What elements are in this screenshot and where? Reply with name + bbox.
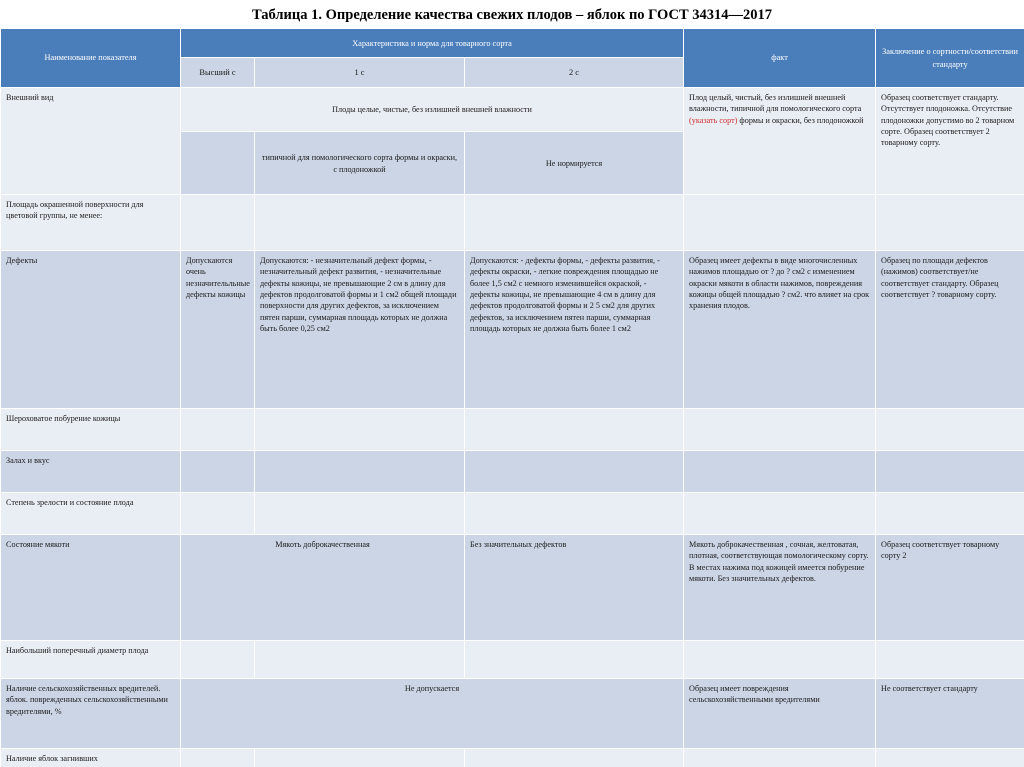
cell-grade-2: Допускаются: - дефекты формы, - дефекты развития, - дефекты окраски, - легкие повреждения площадью не более 1,5 см2 с немного изменившейся окраской, - дефекты кожицы, не превышающие 4 см в длину для дефектов продолговатой формы и 2 5 см2 для других дефектов, за исключением пятен парши, суммарная площадь которых не должна быть более 1 см2 — [465, 251, 684, 409]
cell-grade-highest — [181, 132, 255, 195]
header-grade-highest: Высший с — [181, 58, 255, 88]
table-row — [1, 88, 1024, 132]
cell-grade-2 — [465, 641, 684, 679]
cell-grade-1 — [255, 451, 465, 493]
cell-grade-2: Без значительных дефектов — [465, 535, 684, 641]
cell-norm-all: Не допускается — [181, 679, 684, 749]
cell-fact — [684, 749, 876, 767]
row-indicator: Залах и вкус — [1, 451, 181, 493]
row-indicator: Дефекты — [1, 251, 181, 409]
cell-conclusion: Не соответствует стандарту — [876, 679, 1024, 749]
table-row — [1, 679, 1024, 749]
cell-grade-2: Не нормируется — [465, 132, 684, 195]
cell-fact — [684, 195, 876, 251]
header-indicator: Наименование показателя — [1, 29, 181, 88]
header-norm-group: Характеристика и норма для товарного сорта — [181, 29, 684, 58]
cell-grade-2 — [465, 493, 684, 535]
header-conclusion: Заключение о сортности/соответствии стандарту — [876, 29, 1024, 88]
cell-grade-1 — [255, 409, 465, 451]
row-indicator: Шероховатое побурение кожицы — [1, 409, 181, 451]
cell-conclusion: Образец соответствует товарному сорту 2 — [876, 535, 1024, 641]
cell-fact — [684, 641, 876, 679]
table-row — [1, 749, 1024, 767]
fact-text-post: формы и окраски, без плодоножкой — [737, 115, 864, 125]
cell-fact — [684, 493, 876, 535]
table-row — [1, 535, 1024, 641]
header-grade-2: 2 с — [465, 58, 684, 88]
cell-conclusion: Образец по площади дефектов (нажимов) соответствует/не соответствует стандарту. Образец соответствует ? товарному сорту. — [876, 251, 1024, 409]
row-indicator: Наибольший поперечный диаметр плода — [1, 641, 181, 679]
cell-grade-2 — [465, 451, 684, 493]
table-row — [1, 493, 1024, 535]
cell-grade-2 — [465, 195, 684, 251]
row-indicator: Наличие сельскохозяйственных вредителей. яблок. поврежденных сельскохозяйственными вредителями, % — [1, 679, 181, 749]
cell-norm-all: Плоды целые, чистые, без излишней внешней влажности — [181, 88, 684, 132]
row-indicator: Состояние мякоти — [1, 535, 181, 641]
table-row — [1, 251, 1024, 409]
cell-grade-1 — [255, 195, 465, 251]
cell-grade-1 — [255, 749, 465, 767]
cell-conclusion — [876, 195, 1024, 251]
cell-grade-1 — [255, 493, 465, 535]
cell-conclusion: Образец соответствует стандарту. Отсутствует плодоножка. Отсутствие плодоножки допустимо во 2 товарном сорте. Образец соответствует 2 товарному сорту. — [876, 88, 1024, 195]
row-indicator: Наличие яблок загнивших — [1, 749, 181, 767]
cell-grade-merged: Мякоть доброкачественная — [181, 535, 465, 641]
row-indicator: Внешний вид — [1, 88, 181, 195]
row-indicator: Площадь окрашенной поверхности для цветовой группы, не менее: — [1, 195, 181, 251]
cell-grade-highest — [181, 451, 255, 493]
cell-fact — [684, 451, 876, 493]
table-header-row-1 — [1, 29, 1024, 58]
fact-text-highlight: (указать сорт) — [689, 115, 738, 125]
cell-grade-highest: Допускаются очень незначительльные дефекты кожицы — [181, 251, 255, 409]
cell-fact: Мякоть доброкачественная , сочная, желтоватая, плотная, соответствующая помологическому сорту. В местах нажима под кожицей имеется побурение мякоти. Без значительных дефектов. — [684, 535, 876, 641]
cell-fact — [684, 409, 876, 451]
table-row — [1, 195, 1024, 251]
cell-fact — [684, 88, 876, 195]
cell-grade-1: Допускаются: - незначительный дефект формы, - незначительный дефект развития, - незначительные дефекты кожицы, не превышающие 2 см в длину для дефектов продолговатой формы и 1 см2 общей площади поверхности для других дефектов, за исключением пятен парши, суммарная площадь которых не должна быть более 0,25 см2 — [255, 251, 465, 409]
cell-conclusion — [876, 493, 1024, 535]
cell-grade-highest — [181, 641, 255, 679]
cell-grade-2 — [465, 409, 684, 451]
cell-conclusion — [876, 749, 1024, 767]
header-fact: факт — [684, 29, 876, 88]
cell-conclusion — [876, 451, 1024, 493]
cell-grade-highest — [181, 195, 255, 251]
cell-grade-highest — [181, 493, 255, 535]
quality-determination-table — [0, 28, 1024, 767]
cell-grade-highest — [181, 409, 255, 451]
header-grade-1: 1 с — [255, 58, 465, 88]
cell-fact: Образец имеет дефекты в виде многочисленных нажимов площадью от ? до ? см2 с изменением окраски мякоти в области нажимов, повреждения кожицы общей площадью ? см2. что влияет на срок хранения плодов. — [684, 251, 876, 409]
fact-text-pre: Плод целый, чистый, без излишней внешней влажности, типичной для помологического сорта — [689, 93, 862, 114]
cell-conclusion — [876, 409, 1024, 451]
table-row — [1, 641, 1024, 679]
cell-grade-1 — [255, 641, 465, 679]
row-indicator: Степень зрелости и состояние плода — [1, 493, 181, 535]
page-title: Таблица 1. Определение качества свежих плодов – яблок по ГОСТ 34314—2017 — [251, 7, 773, 23]
cell-grade-highest — [181, 749, 255, 767]
table-row — [1, 451, 1024, 493]
cell-fact: Образец имеет повреждения сельскохозяйственными вредителями — [684, 679, 876, 749]
cell-grade-2 — [465, 749, 684, 767]
table-row — [1, 409, 1024, 451]
cell-grade-1: типичной для помологического сорта формы и окраски, с плодоножкой — [255, 132, 465, 195]
cell-conclusion — [876, 641, 1024, 679]
